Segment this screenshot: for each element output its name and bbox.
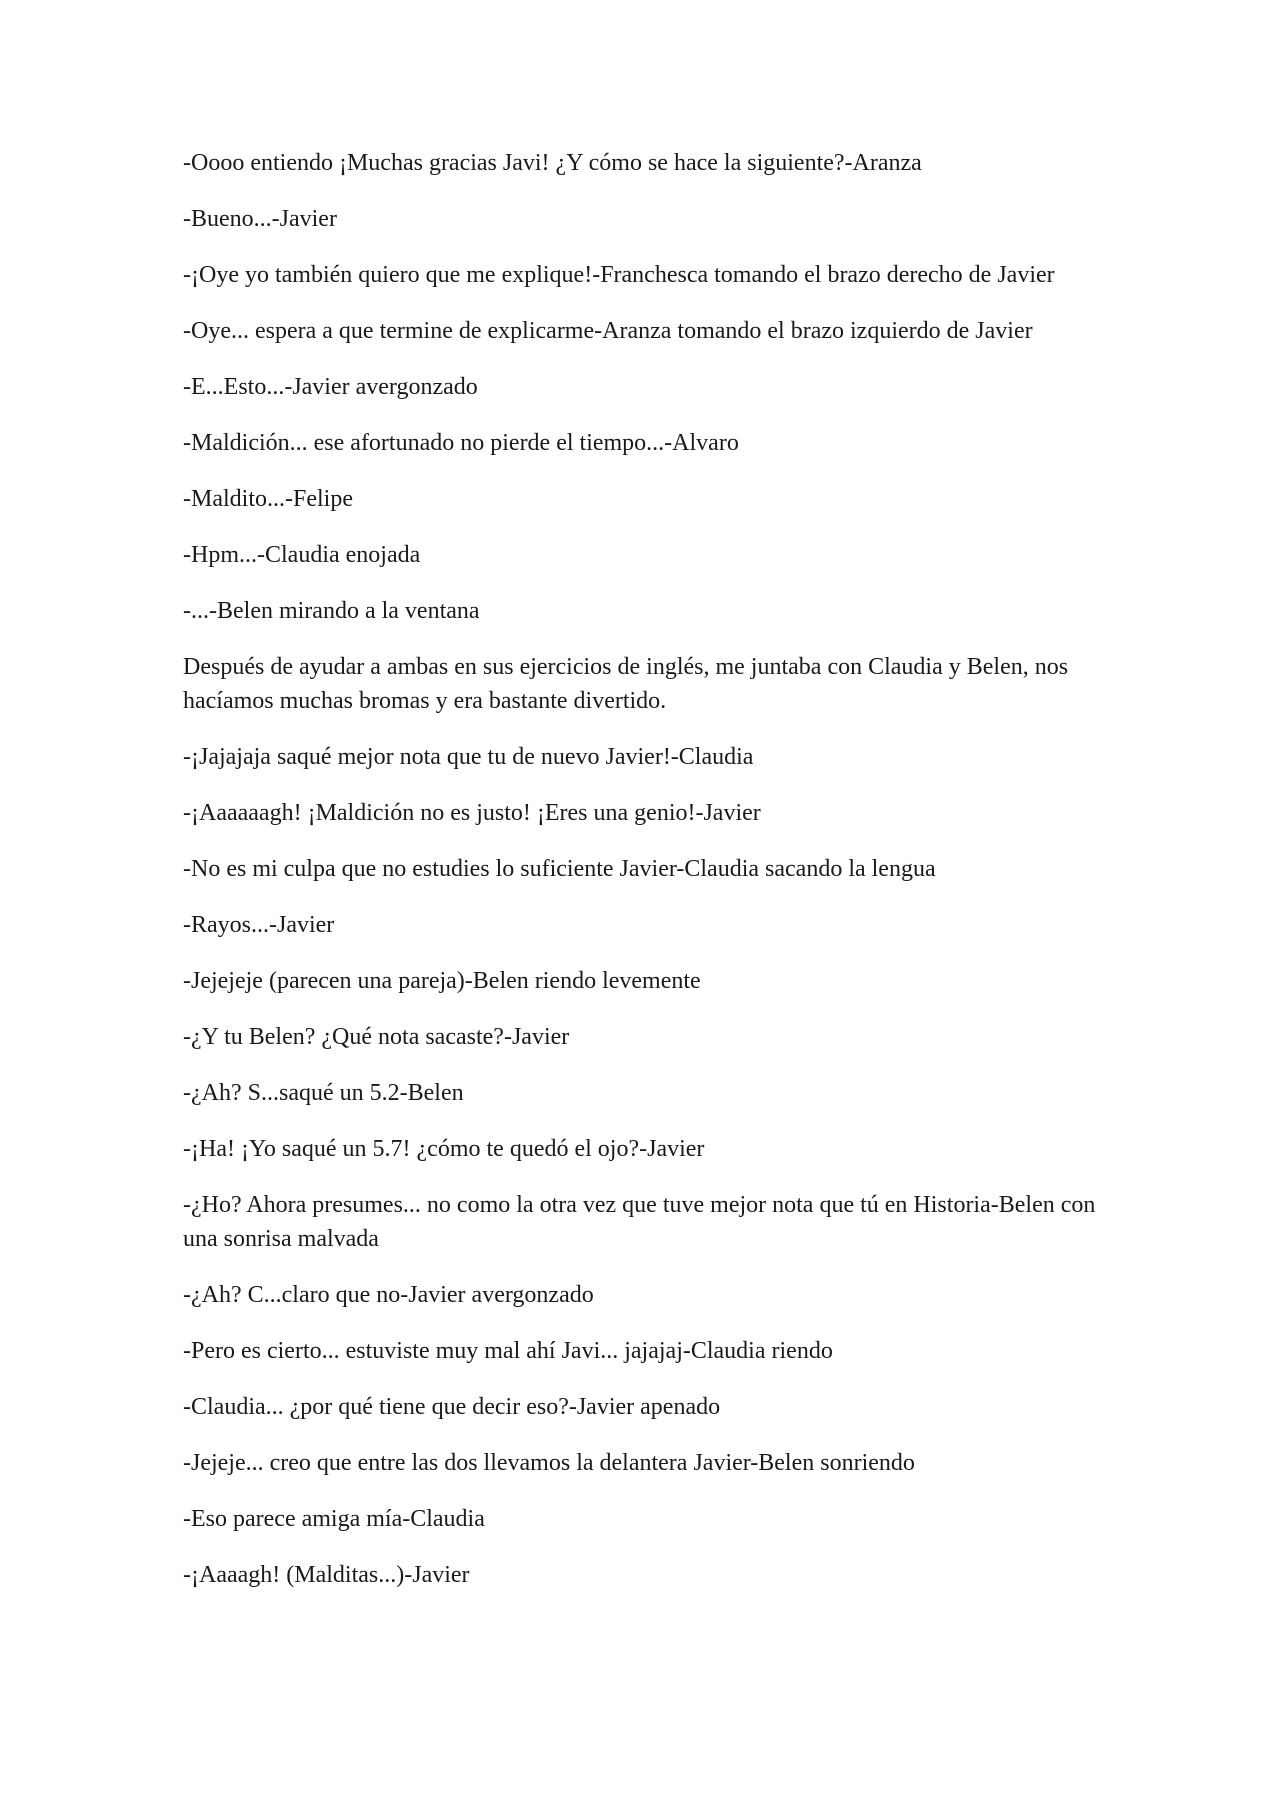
paragraph: Después de ayudar a ambas en sus ejercicios de inglés, me juntaba con Claudia y Belen, nos hacíamos muchas bromas y era bastante divertido. bbox=[183, 654, 1069, 714]
paragraph: -Pero es cierto... estuviste muy mal ahí Javi... jajajaj-Claudia riendo bbox=[183, 1338, 833, 1364]
paragraph: -Oooo entiendo ¡Muchas gracias Javi! ¿Y cómo se hace la siguiente?-Aranza bbox=[183, 150, 922, 176]
paragraph: -Oye... espera a que termine de explicarme-Aranza tomando el brazo izquierdo de Javier bbox=[183, 318, 1033, 344]
paragraph: -¡Jajajaja saqué mejor nota que tu de nuevo Javier!-Claudia bbox=[183, 744, 754, 770]
paragraph: -Bueno...-Javier bbox=[183, 206, 337, 232]
paragraph: -Maldito...-Felipe bbox=[183, 486, 353, 512]
paragraph: -¿Y tu Belen? ¿Qué nota sacaste?-Javier bbox=[183, 1024, 570, 1050]
paragraph: -¡Oye yo también quiero que me explique!-Franchesca tomando el brazo derecho de Javier bbox=[183, 262, 1055, 288]
paragraph: -No es mi culpa que no estudies lo suficiente Javier-Claudia sacando la lengua bbox=[183, 856, 936, 882]
paragraph: -¿Ah? S...saqué un 5.2-Belen bbox=[183, 1080, 464, 1106]
paragraph: -Hpm...-Claudia enojada bbox=[183, 542, 421, 568]
paragraph: -¡Ha! ¡Yo saqué un 5.7! ¿cómo te quedó el ojo?-Javier bbox=[183, 1136, 705, 1162]
paragraph: -¡Aaaagh! (Malditas...)-Javier bbox=[183, 1562, 470, 1588]
paragraph: -¿Ho? Ahora presumes... no como la otra vez que tuve mejor nota que tú en Historia-Belen con una sonrisa malvada bbox=[183, 1192, 1096, 1252]
paragraph: -...-Belen mirando a la ventana bbox=[183, 598, 480, 624]
paragraph: -Claudia... ¿por qué tiene que decir eso?-Javier apenado bbox=[183, 1394, 721, 1420]
paragraph: -¿Ah? C...claro que no-Javier avergonzado bbox=[183, 1282, 594, 1308]
paragraph: -Rayos...-Javier bbox=[183, 912, 335, 938]
paragraph: -Jejeje... creo que entre las dos llevamos la delantera Javier-Belen sonriendo bbox=[183, 1450, 915, 1476]
paragraph: -¡Aaaaaagh! ¡Maldición no es justo! ¡Eres una genio!-Javier bbox=[183, 800, 761, 826]
paragraph: -Jejejeje (parecen una pareja)-Belen riendo levemente bbox=[183, 968, 701, 994]
paragraph: -E...Esto...-Javier avergonzado bbox=[183, 374, 478, 400]
document-body bbox=[183, 146, 1108, 1614]
paragraph: -Maldición... ese afortunado no pierde el tiempo...-Alvaro bbox=[183, 430, 739, 456]
paragraph: -Eso parece amiga mía-Claudia bbox=[183, 1506, 485, 1532]
